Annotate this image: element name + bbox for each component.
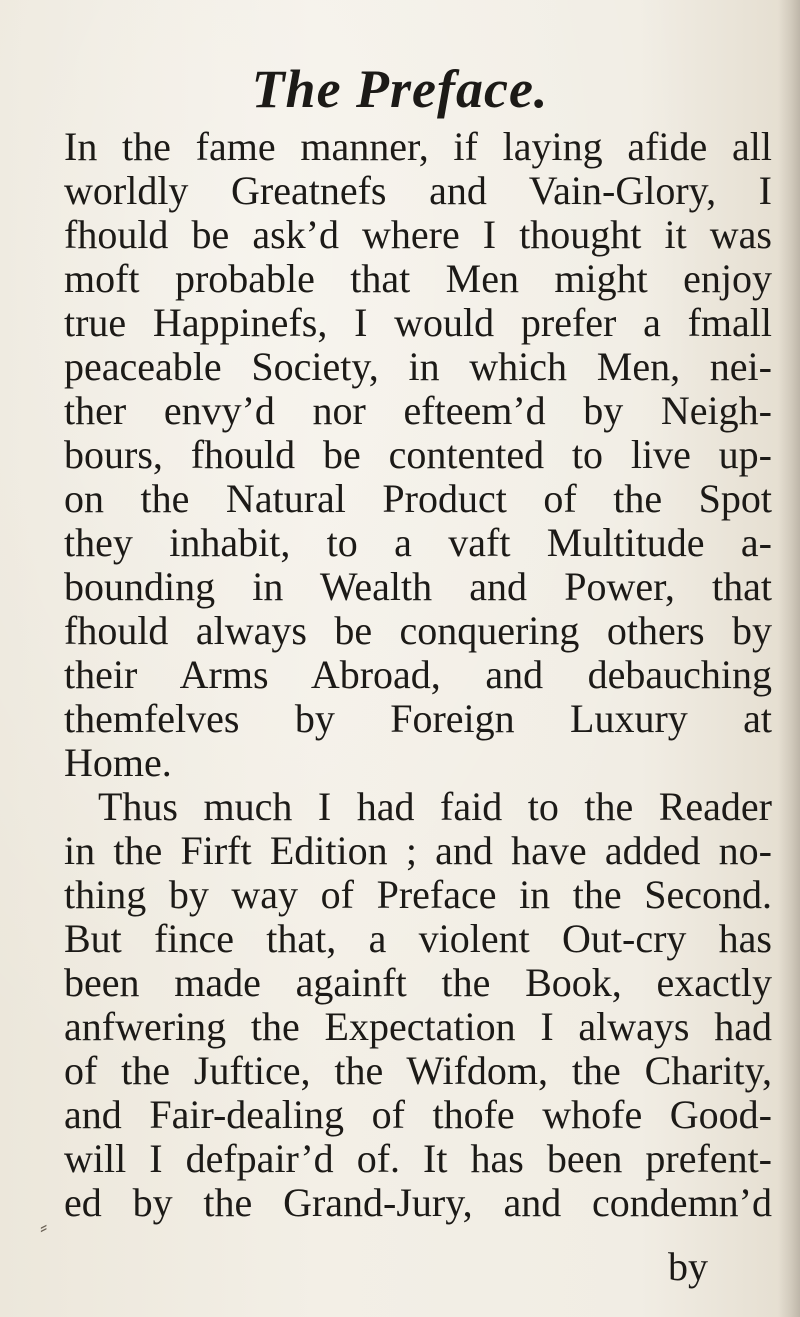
text-line: on the Natural Product of the Spot — [64, 476, 772, 521]
text-line: of the Juftice, the Wifdom, the Charity, — [64, 1048, 772, 1093]
text-line: anfwering the Expectation I always had — [64, 1004, 772, 1049]
text-line: Home. — [64, 740, 172, 785]
text-line: their Arms Abroad, and debauching — [64, 652, 772, 697]
text-line: thing by way of Preface in the Second. — [64, 872, 772, 917]
text-line: and Fair-dealing of thofe whofe Good- — [64, 1092, 772, 1137]
text-line: will I defpair’d of. It has been prefent- — [64, 1136, 772, 1181]
text-line: Thus much I had faid to the Reader — [98, 784, 772, 829]
text-line: they inhabit, to a vaft Multitude a- — [64, 520, 772, 565]
text-line: fhould always be conquering others by — [64, 608, 772, 653]
text-line: But fince that, a violent Out-cry has — [64, 916, 772, 961]
text-line: been made againft the Book, exactly — [64, 960, 772, 1005]
running-head: The Preface. — [251, 59, 549, 119]
text-line: ther envy’d nor efteem’d by Neigh- — [64, 388, 772, 433]
page-edge-shadow — [778, 0, 800, 1317]
text-line: In the fame manner, if laying afide all — [64, 124, 772, 169]
text-line: worldly Greatnefs and Vain-Glory, I — [64, 168, 772, 213]
text-line: peaceable Society, in which Men, nei- — [64, 344, 772, 389]
body-text — [64, 125, 772, 1225]
text-line: ed by the Grand-Jury, and condemn’d — [64, 1180, 772, 1225]
text-line: bounding in Wealth and Power, that — [64, 564, 772, 609]
text-line: true Happinefs, I would prefer a fmall — [64, 300, 772, 345]
text-line: fhould be ask’d where I thought it was — [64, 212, 772, 257]
margin-mark: ⸗ — [40, 1214, 48, 1239]
catchword: by — [668, 1244, 708, 1289]
text-line: moft probable that Men might enjoy — [64, 256, 772, 301]
text-line: in the Firft Edition ; and have added no- — [64, 828, 772, 873]
text-line: bours, fhould be contented to live up- — [64, 432, 772, 477]
text-line: themfelves by Foreign Luxury at — [64, 696, 772, 741]
